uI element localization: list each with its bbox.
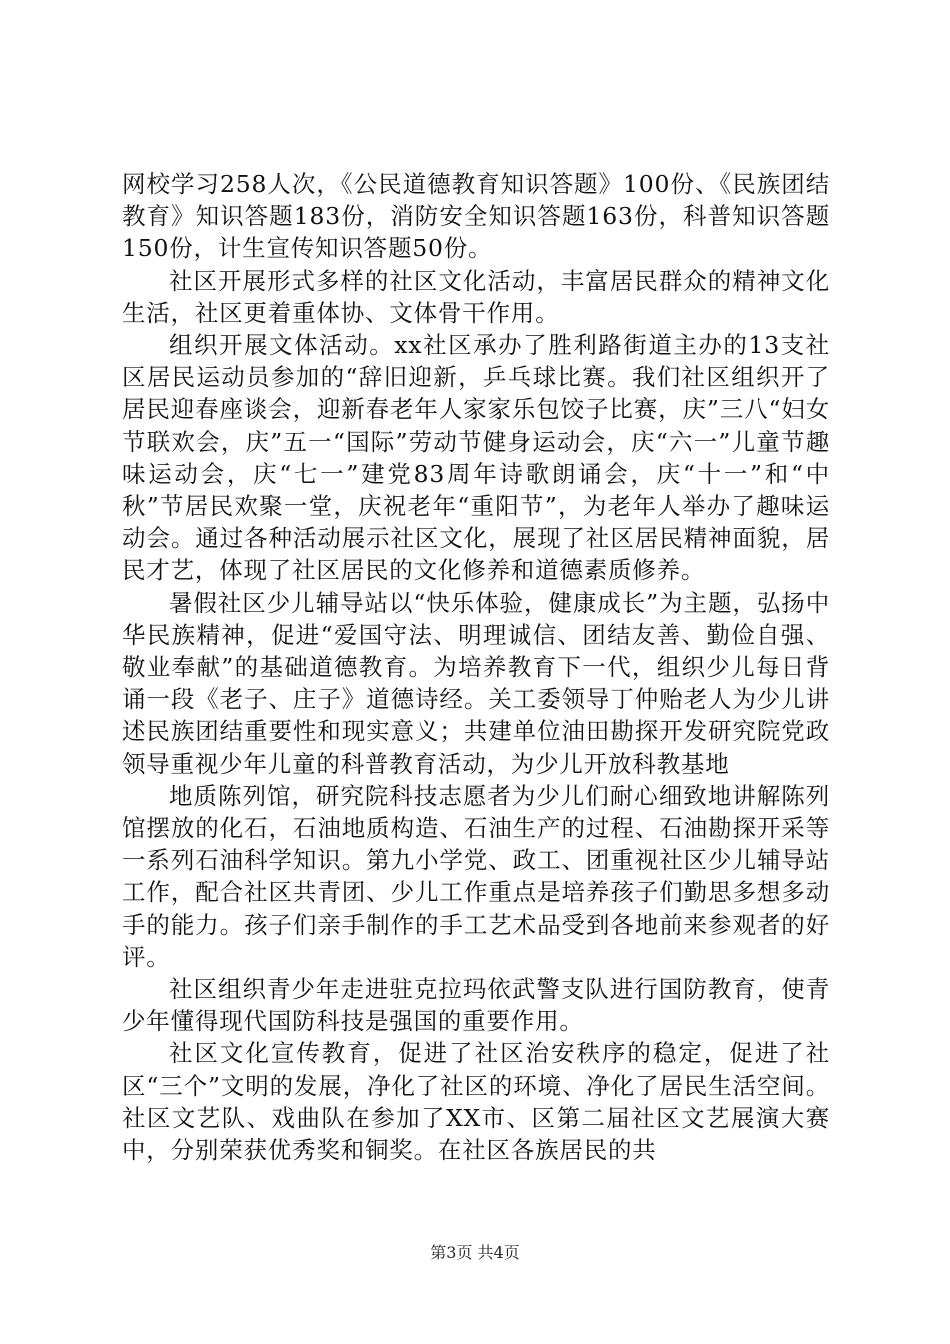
paragraph-7: 社区文化宣传教育，促进了社区治安秩序的稳定，促进了社区“三个”文明的发展，净化了社区的环境、净化了居民生活空间。社区文艺队、戏曲队在参加了XX市、区第二届社区文艺展演大赛中，分别荣获优秀奖和铜奖。在社区各族居民的共 (122, 1039, 830, 1165)
paragraph-4: 暑假社区少儿辅导站以“快乐体验，健康成长”为主题，弘扬中华民族精神，促进“爱国守法、明理诚信、团结友善、勤俭自强、敬业奉献”的基础道德教育。为培养教育下一代，组织少儿每日背诵一段《老子、庄子》道德诗经。关工委领导丁仲贻老人为少儿讲述民族团结重要性和现实意义；共建单位油田勘探开发研究院党政领导重视少年儿童的科普教育活动，为少儿开放科教基地 (122, 588, 830, 778)
paragraph-1: 网校学习258人次，《公民道德教育知识答题》100份、《民族团结教育》知识答题183份，消防安全知识答题163份，科普知识答题150份，计生宣传知识答题50份。 (122, 170, 830, 263)
paragraph-5: 地质陈列馆，研究院科技志愿者为少儿们耐心细致地讲解陈列馆摆放的化石，石油地质构造、石油生产的过程、石油勘探开采等一系列石油科学知识。第九小学党、政工、团重视社区少儿辅导站工作，配合社区共青团、少儿工作重点是培养孩子们勤思多想多动手的能力。孩子们亲手制作的手工艺术品受到各地前来参观者的好评。 (122, 781, 830, 971)
paragraph-2: 社区开展形式多样的社区文化活动，丰富居民群众的精神文化生活，社区更着重体协、文体骨干作用。 (122, 266, 830, 327)
page-footer: 第3页 共4页 (430, 1243, 520, 1262)
paragraph-3: 组织开展文体活动。xx社区承办了胜利路街道主办的13支社区居民运动员参加的“辞旧迎新，乒乓球比赛。我们社区组织开了居民迎春座谈会，迎新春老年人家家乐包饺子比赛，庆”三八“妇女节联欢会，庆”五一“国际”劳动节健身运动会，庆“六一”儿童节趣味运动会，庆“七一”建党83周年诗歌朗诵会，庆“十一”和“中秋”节居民欢聚一堂，庆祝老年“重阳节”，为老年人举办了趣味运动会。通过各种活动展示社区文化，展现了社区居民精神面貌，居民才艺，体现了社区居民的文化修养和道德素质修养。 (122, 331, 830, 585)
paragraph-6: 社区组织青少年走进驻克拉玛依武警支队进行国防教育，使青少年懂得现代国防科技是强国的重要作用。 (122, 975, 830, 1036)
document-body (122, 168, 830, 1166)
